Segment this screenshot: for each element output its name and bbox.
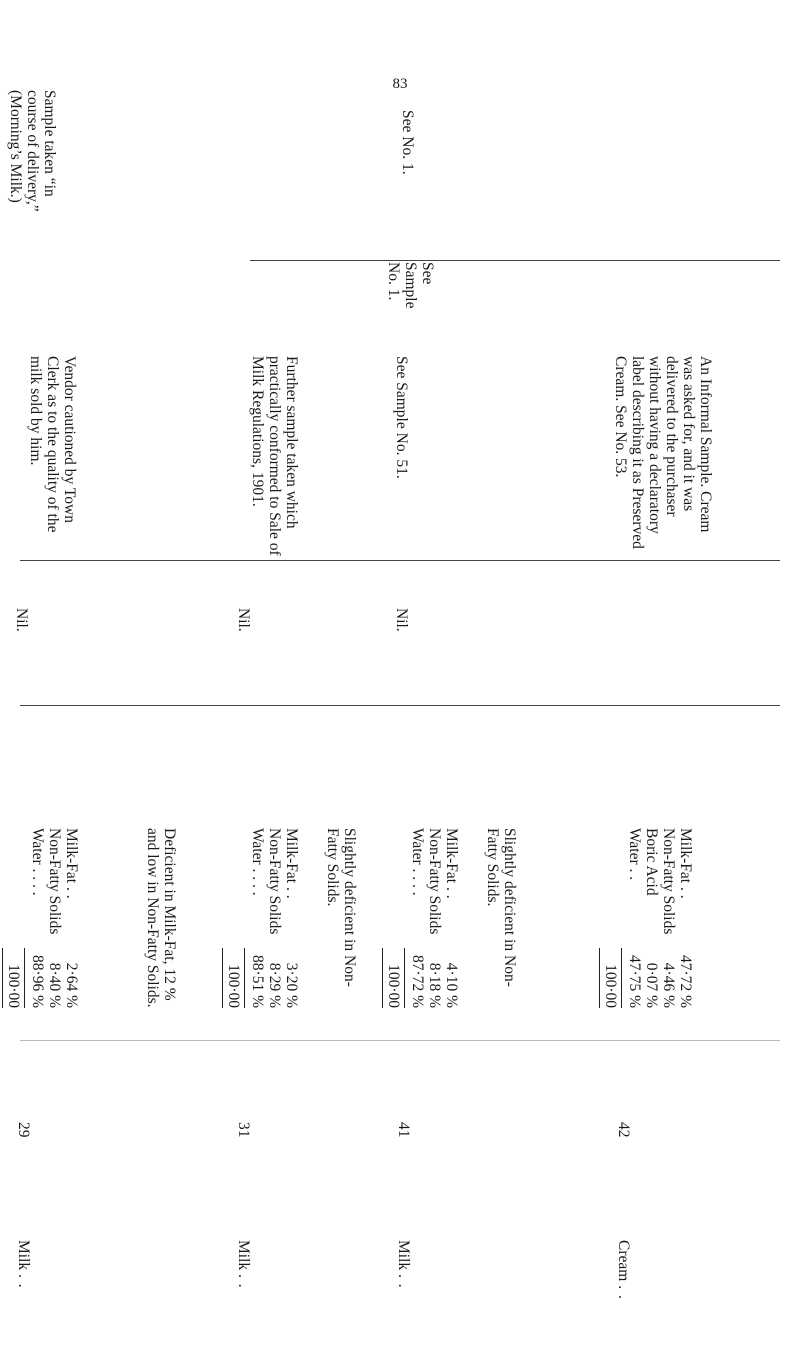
remarks: Vendor cautioned by Town Clerk as to the quality of the milk sold by him. [27,356,78,533]
penalty: Nil. [13,608,30,632]
column-rule [20,1040,780,1041]
remarks: An Informal Sample. Cream was asked for, and it was delivered to the purchaser without having a declaratory label describing it as Preserved Cream. See No. 53. [612,356,714,549]
analysis-line: Boric Acid 0·07 % [643,828,660,1008]
analysis-footnote: Slightly deficient in Non-Fatty Solids. [324,828,358,987]
column-rule [250,260,780,261]
analysis-line: Water . . . . 87·72 % [409,828,426,1008]
penalty: Nil. [393,608,410,632]
leader-dots: . . [615,1285,632,1300]
article-name: Milk [395,1240,412,1271]
page-number: 83 [392,76,408,92]
sample-number: 42 [615,1122,632,1138]
analysis-line: Non-Fatty Solids 8·18 % [426,828,443,1008]
column-rule [20,560,780,561]
article-name: Milk [235,1240,252,1271]
analysis-line: Milk-Fat . . 4·10 % [443,828,460,1008]
penalty: Nil. [235,608,252,632]
analysis-note: Deficient in Milk-Fat, 12 % and low in Non-Fatty Solids. [144,828,178,1008]
analysis-line: Water . . . . 88·96 % [29,828,46,1008]
column-rule [20,705,780,706]
analysis-line: Non-Fatty Solids 8·29 % [266,828,283,1008]
analysis-line: Non-Fatty Solids 8·40 % [46,828,63,1008]
analysis-line: Milk-Fat . . 3·20 % [283,828,300,1008]
analysis-total: 100·00 [385,828,405,1008]
leader-dots: . . [235,1274,252,1289]
analysis-total: 100·00 [5,828,25,1008]
analysis-line: Non-Fatty Solids 4·46 % [660,828,677,1008]
analysis-line: Water . . 47·75 % [626,828,643,1008]
remarks: See Sample No. 51. [393,356,410,479]
analysis-block [602,828,694,1008]
analysis-line: Milk-Fat . . 2·64 % [63,828,80,1008]
leader-dots: . . [395,1274,412,1289]
see-sample-note: See Sample No. 1. [385,262,436,309]
see-no-note: See No. 1. [399,110,416,175]
analysis-line: Water . . . . 88·51 % [249,828,266,1008]
article-name: Cream [615,1240,632,1282]
analysis-line: Milk-Fat . . 47·72 % [677,828,694,1008]
article-name: Milk [15,1240,32,1271]
sample-number: 31 [235,1122,252,1138]
analysis-total: 100·00 [225,828,245,1008]
analysis-total: 100·00 [602,828,622,1008]
leader-dots: . . [15,1274,32,1289]
sample-taken-note: Sample taken “in course of delivery,” (Morning’s Milk.) [7,90,58,212]
sample-number: 41 [395,1122,412,1138]
analysis-footnote: Slightly deficient in Non-Fatty Solids. [484,828,518,987]
remarks: Further sample taken which practically conformed to Sale of Milk Regulations, 1901. [249,356,300,556]
sample-number: 29 [15,1122,32,1138]
